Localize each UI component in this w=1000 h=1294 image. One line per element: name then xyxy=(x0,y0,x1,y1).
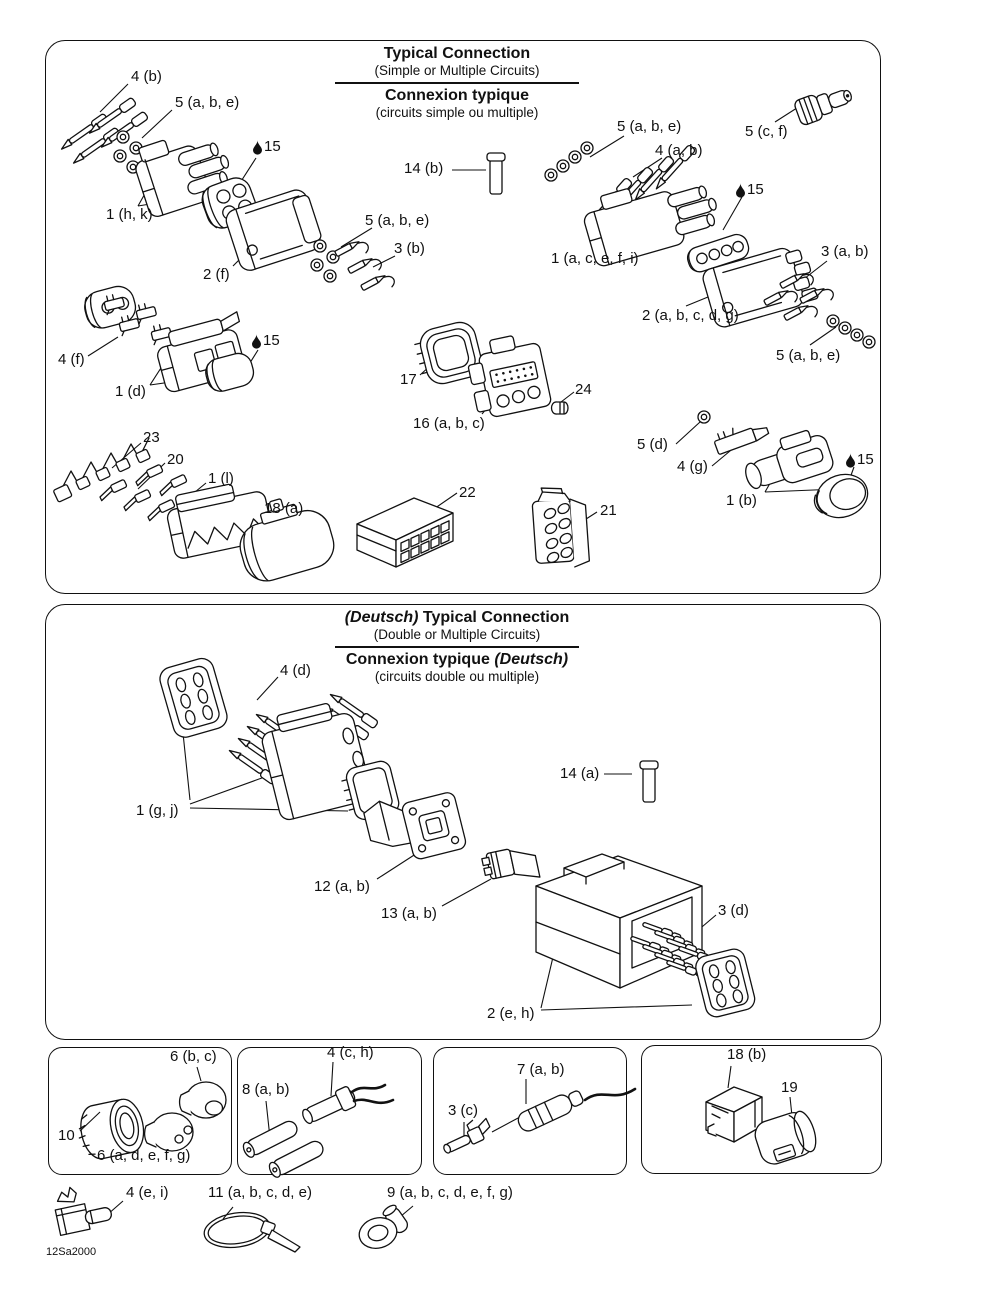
callout-1hk: 1 (h, k) xyxy=(106,206,153,223)
callout-5abe-d: 5 (a, b, e) xyxy=(776,347,841,364)
callout-5abe-c: 5 (a, b, e) xyxy=(617,118,682,135)
callout-14a: 14 (a) xyxy=(560,765,600,782)
callout-19: 19 xyxy=(781,1079,798,1096)
terminal-3c xyxy=(438,1115,494,1156)
callout-5cf: 5 (c, f) xyxy=(745,123,788,140)
callout-4b: 4 (b) xyxy=(131,68,162,85)
seal-1b xyxy=(809,468,874,525)
callout-13ab: 13 (a, b) xyxy=(381,905,437,922)
seals-5abe-d xyxy=(827,315,875,348)
pin-14a xyxy=(640,761,658,802)
callout-4f: 4 (f) xyxy=(58,351,85,368)
section2-subtitle-fr: (circuits double ou multiple) xyxy=(374,668,540,684)
section2-title-fr: Connexion typique (Deutsch) xyxy=(345,650,569,668)
section2-title-block xyxy=(297,609,617,685)
section1-subtitle-fr: (circuits simple ou multiple) xyxy=(375,104,539,120)
terminal-4g xyxy=(712,417,770,454)
callout-6adefg: 6 (a, d, e, f, g) xyxy=(97,1147,191,1164)
lubricant-drop-icon xyxy=(845,453,856,468)
callout-16abc: 16 (a, b, c) xyxy=(413,415,485,432)
pins-4b xyxy=(58,97,148,166)
seals-5abe-c xyxy=(545,142,593,181)
cap-6adefg xyxy=(145,1113,193,1151)
callout-4g: 4 (g) xyxy=(677,458,708,475)
terminals-3b xyxy=(335,236,397,299)
document-code: 12Sa2000 xyxy=(46,1246,97,1258)
wedgelock-13ab xyxy=(481,844,540,888)
lubricant-drop-icon xyxy=(252,140,263,155)
callout-1b: 1 (b) xyxy=(726,492,757,509)
callout-3b: 3 (b) xyxy=(394,240,425,257)
callout-5d: 5 (d) xyxy=(637,436,668,453)
callout-5abe-a: 5 (a, b, e) xyxy=(175,94,240,111)
section1-title-fr: Connexion typique xyxy=(385,86,529,104)
callout-10: 10 xyxy=(58,1127,75,1144)
callout-2eh: 2 (e, h) xyxy=(487,1005,535,1022)
callout-15-d: 15 xyxy=(845,452,874,469)
ring-terminal-9 xyxy=(356,1203,410,1252)
callout-1d: 1 (d) xyxy=(115,383,146,400)
callout-23: 23 xyxy=(143,429,160,446)
callout-15-b: 15 xyxy=(735,182,764,199)
callout-3ab: 3 (a, b) xyxy=(821,243,869,260)
lubricant-drop-icon xyxy=(735,183,746,198)
callout-12ab: 12 (a, b) xyxy=(314,878,370,895)
section2-title-en: (Deutsch) Typical Connection xyxy=(344,609,570,626)
connector-5cf xyxy=(793,82,855,126)
callout-6bc: 6 (b, c) xyxy=(170,1048,217,1065)
callout-1l: 1 (l) xyxy=(208,470,234,487)
callout-4ei: 4 (e, i) xyxy=(126,1184,169,1201)
callout-7ab: 7 (a, b) xyxy=(517,1061,565,1078)
cover-18b xyxy=(706,1087,762,1142)
callout-9abcdefg: 9 (a, b, c, d, e, f, g) xyxy=(387,1184,513,1201)
cable-tie-11 xyxy=(202,1209,300,1252)
sleeves-8ab xyxy=(241,1119,325,1179)
seals-5abe-b xyxy=(311,240,339,282)
callout-21: 21 xyxy=(600,502,617,519)
callout-17: 17 xyxy=(400,371,417,388)
grommet-2eh xyxy=(693,947,757,1019)
callout-4ab: 4 (a, b) xyxy=(655,142,703,159)
seal-5d xyxy=(698,411,710,423)
callout-5abe-b: 5 (a, b, e) xyxy=(365,212,430,229)
callout-4ch: 4 (c, h) xyxy=(327,1044,374,1061)
connector-22 xyxy=(357,498,453,567)
callout-3d: 3 (d) xyxy=(718,902,749,919)
connector-7ab xyxy=(515,1087,635,1134)
section2-subtitle-en: (Double or Multiple Circuits) xyxy=(373,627,541,643)
callout-1acefi: 1 (a, c, e, f, i) xyxy=(551,250,639,267)
connector-21 xyxy=(531,485,590,569)
callout-15-a: 15 xyxy=(252,139,281,156)
callout-4d: 4 (d) xyxy=(280,662,311,679)
callout-18a: 18 (a) xyxy=(264,500,304,517)
splice-4ch xyxy=(299,1085,393,1128)
cap-6bc xyxy=(180,1082,226,1118)
callout-18b: 18 (b) xyxy=(727,1046,767,1063)
callout-20: 20 xyxy=(167,451,184,468)
callout-3c: 3 (c) xyxy=(448,1102,478,1119)
callout-15-c: 15 xyxy=(251,333,280,350)
callout-2abcdg: 2 (a, b, c, d, g) xyxy=(642,307,739,324)
title-divider xyxy=(335,82,579,84)
grommet-1gj xyxy=(157,656,230,740)
lubricant-drop-icon xyxy=(251,334,262,349)
callout-1gj: 1 (g, j) xyxy=(136,802,179,819)
terminal-4ei xyxy=(51,1180,113,1235)
title-divider xyxy=(335,646,579,648)
callout-11abcde: 11 (a, b, c, d, e) xyxy=(208,1184,312,1201)
pin-14b xyxy=(487,153,505,194)
section1-title-block xyxy=(297,45,617,121)
callout-14b: 14 (b) xyxy=(404,160,444,177)
plug-24 xyxy=(552,402,569,414)
callout-8ab: 8 (a, b) xyxy=(242,1081,290,1098)
section1-subtitle-en: (Simple or Multiple Circuits) xyxy=(374,63,540,79)
callout-22: 22 xyxy=(459,484,476,501)
section1-title-en: Typical Connection xyxy=(383,45,531,62)
callout-24: 24 xyxy=(575,381,592,398)
callout-2f: 2 (f) xyxy=(203,266,230,283)
